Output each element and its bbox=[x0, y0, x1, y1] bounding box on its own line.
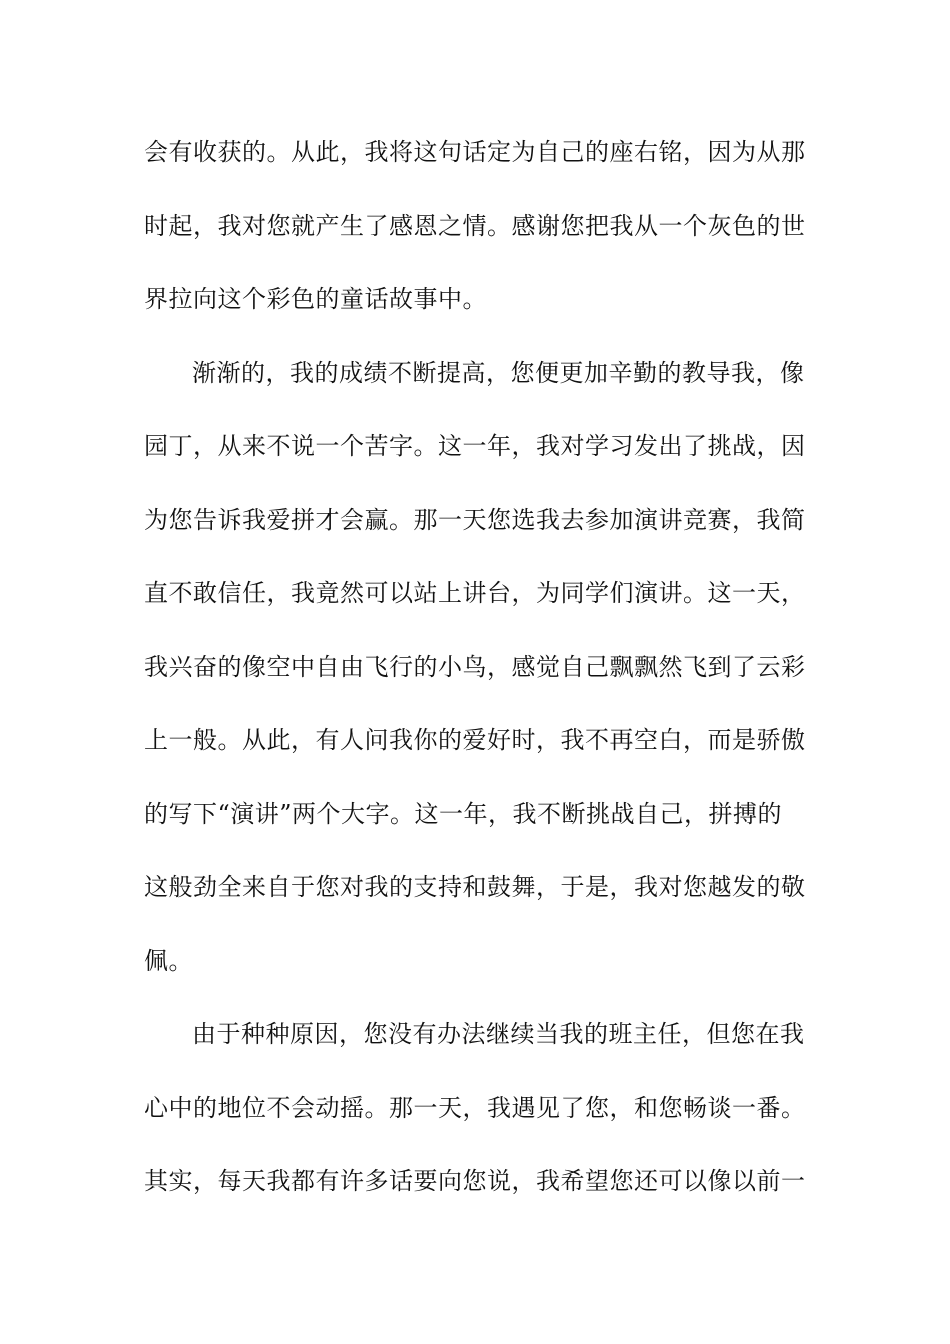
text-line-14: 心中的地位不会动摇。那一天，我遇见了您，和您畅谈一番。 bbox=[144, 1093, 806, 1122]
text-line-8: 我兴奋的像空中自由飞行的小鸟，感觉自己飘飘然飞到了云彩 bbox=[144, 652, 806, 681]
text-line-11: 这般劲全来自于您对我的支持和鼓舞，于是，我对您越发的敬 bbox=[144, 873, 806, 901]
text-line-7: 直不敢信任，我竟然可以站上讲台，为同学们演讲。这一天， bbox=[144, 579, 806, 607]
text-line-4: 渐渐的，我的成绩不断提高，您便更加辛勤的教导我，像 bbox=[192, 358, 805, 387]
text-line-5: 园丁，从来不说一个苦字。这一年，我对学习发出了挑战，因 bbox=[144, 432, 806, 460]
text-line-1: 会有收获的。从此，我将这句话定为自己的座右铭，因为从那 bbox=[144, 138, 806, 166]
body-text bbox=[144, 129, 806, 1232]
text-line-12: 佩。 bbox=[144, 946, 193, 975]
text-line-3: 界拉向这个彩色的童话故事中。 bbox=[144, 285, 487, 313]
text-line-2: 时起，我对您就产生了感恩之情。感谢您把我从一个灰色的世 bbox=[144, 211, 806, 240]
text-line-6: 为您告诉我爱拼才会赢。那一天您选我去参加演讲竞赛，我简 bbox=[144, 505, 806, 534]
text-line-9: 上一般。从此，有人问我你的爱好时，我不再空白，而是骄傲 bbox=[144, 726, 806, 754]
text-line-15: 其实，每天我都有许多话要向您说，我希望您还可以像以前一 bbox=[144, 1167, 806, 1195]
text-line-10: 的写下“演讲”两个大字。这一年，我不断挑战自己，拼搏的 bbox=[144, 799, 783, 828]
text-line-13: 由于种种原因，您没有办法继续当我的班主任，但您在我 bbox=[192, 1020, 805, 1048]
